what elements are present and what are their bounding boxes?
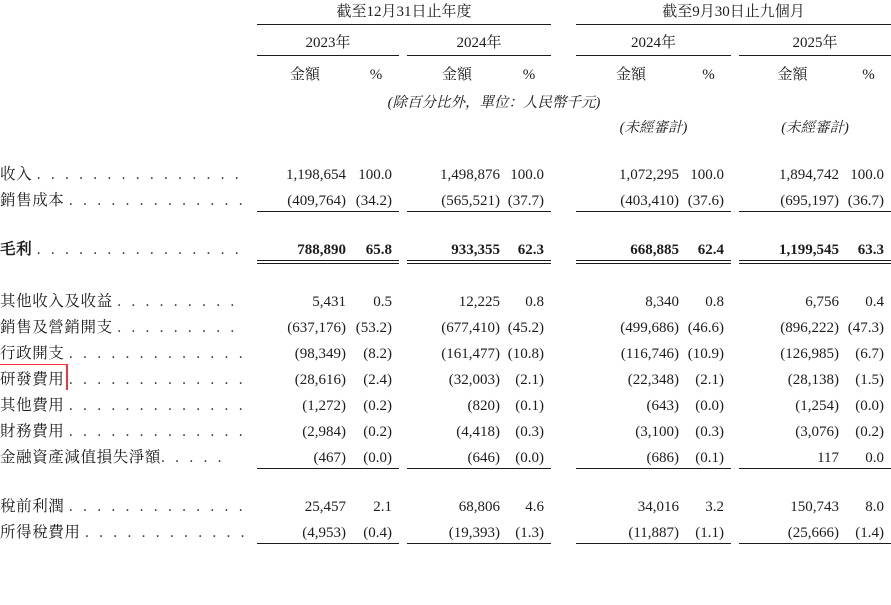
group-title-fy: 截至12月31日止年度 bbox=[336, 4, 472, 20]
cell-gp-2023-amount: 788,890 bbox=[297, 241, 346, 258]
label-text: 稅前利潤 bbox=[0, 498, 65, 515]
cell-gap bbox=[399, 312, 407, 338]
cell-gap bbox=[399, 234, 407, 260]
year-corner-blank bbox=[0, 25, 257, 56]
dot-leader: . . . . . . . . . . . . . bbox=[68, 498, 246, 515]
cell-revenue-2024fy-percent: 100.0 bbox=[510, 167, 545, 183]
table-row bbox=[0, 185, 891, 211]
label-text: 財務費用 bbox=[0, 423, 65, 440]
cell-gap bbox=[551, 185, 576, 211]
row-label-cost-of-sales bbox=[0, 185, 257, 211]
audit-note-gap bbox=[731, 112, 739, 137]
measure-amount-2024-9m: 金額 bbox=[616, 67, 647, 83]
cell-adm-2024-9m-percent: (10.9) bbox=[687, 346, 725, 362]
cell-gap bbox=[731, 159, 739, 185]
cell-oe-2023-percent: (0.2) bbox=[363, 398, 392, 414]
cell-cos-2024fy-percent: (37.7) bbox=[507, 193, 545, 209]
dot-leader: . . . . . . . . . . . . . . . bbox=[36, 166, 242, 183]
cell-gap bbox=[551, 390, 576, 416]
cell-rnd-2024-9m-amount: (22,348) bbox=[627, 372, 680, 388]
cell-gp-2025-9m-percent: 63.3 bbox=[857, 241, 885, 258]
label-text: 其他收入及收益 bbox=[0, 293, 113, 310]
rule-seg bbox=[353, 543, 399, 544]
cell-oe-2024-9m-amount: (643) bbox=[646, 398, 680, 414]
table-row bbox=[0, 234, 891, 260]
bottom-rule bbox=[0, 543, 891, 544]
cell-oi-2024fy-amount: 12,225 bbox=[458, 294, 500, 310]
cell-pbt-2024fy-percent: 4.6 bbox=[525, 499, 545, 515]
label-text: 其他費用 bbox=[0, 397, 65, 414]
cell-oe-2024fy-amount: (820) bbox=[467, 398, 500, 414]
cell-gap bbox=[731, 185, 739, 211]
dot-leader: . . . . . bbox=[161, 449, 225, 466]
label-text: 研發費用 bbox=[0, 371, 65, 388]
cell-gap bbox=[551, 364, 576, 390]
cell-sm-2024-9m-percent: (46.6) bbox=[687, 320, 725, 336]
cell-imp-2023-amount: (467) bbox=[313, 450, 346, 466]
cell-oi-2025-9m-amount: 6,756 bbox=[805, 294, 840, 310]
rule-seg bbox=[846, 543, 891, 544]
cell-fc-2025-9m-amount: (3,076) bbox=[795, 424, 840, 440]
spacer-before-pretax bbox=[0, 469, 891, 492]
label-text: 行政開支 bbox=[0, 345, 65, 362]
header-unit-note-row bbox=[0, 86, 891, 112]
dot-leader: . . . . . . . . . . . . . . . bbox=[36, 241, 242, 258]
spacer-cell bbox=[0, 212, 891, 235]
measure-amount-2024-fy: 金額 bbox=[441, 67, 472, 83]
cell-rnd-2023-percent: (2.4) bbox=[363, 372, 392, 388]
row-label-admin bbox=[0, 338, 257, 364]
cell-rnd-2024fy-percent: (2.1) bbox=[515, 372, 545, 388]
header-measure-row bbox=[0, 56, 891, 87]
cell-sm-2025-9m-amount: (896,222) bbox=[780, 320, 840, 336]
measure-percent-2023: % bbox=[369, 67, 383, 83]
row-label-gross-profit bbox=[0, 234, 257, 260]
cell-imp-2024fy-amount: (646) bbox=[467, 450, 500, 466]
cell-tax-2024-9m-amount: (11,887) bbox=[628, 525, 680, 541]
cell-rnd-2025-9m-amount: (28,138) bbox=[787, 372, 840, 388]
label-text: 銷售及營銷開支 bbox=[0, 319, 113, 336]
measure-percent-2024-fy: % bbox=[522, 67, 536, 83]
cell-oi-2024-9m-percent: 0.8 bbox=[705, 294, 725, 310]
cell-adm-2024fy-amount: (161,477) bbox=[441, 346, 500, 362]
cell-gap bbox=[399, 491, 407, 517]
year-title-2025-9m: 2025年 bbox=[792, 35, 838, 51]
cell-adm-2025-9m-amount: (126,985) bbox=[780, 346, 840, 362]
cell-gap bbox=[399, 390, 407, 416]
dot-leader: . . . . . . . . . . . . bbox=[85, 524, 248, 541]
header-body-spacer bbox=[0, 137, 891, 159]
rule-seg bbox=[407, 543, 507, 544]
cell-sm-2024fy-percent: (45.2) bbox=[507, 320, 545, 336]
cell-cos-2024-9m-percent: (37.6) bbox=[687, 193, 725, 209]
row-label-revenue bbox=[0, 159, 257, 185]
cell-gap bbox=[551, 286, 576, 312]
cell-gap bbox=[731, 491, 739, 517]
label-text: 毛利 bbox=[0, 241, 33, 258]
cell-gap bbox=[551, 159, 576, 185]
dot-leader: . . . . . . . . . . . . . bbox=[68, 345, 246, 362]
cell-imp-2024fy-percent: (0.0) bbox=[515, 450, 545, 466]
dot-leader: . . . . . . . . . bbox=[117, 319, 238, 336]
cell-rnd-2024fy-amount: (32,003) bbox=[448, 372, 500, 388]
cell-pbt-2024fy-amount: 68,806 bbox=[458, 499, 500, 515]
cell-revenue-2024-9m-percent: 100.0 bbox=[690, 167, 725, 183]
cell-gap bbox=[551, 442, 576, 468]
cell-gap bbox=[731, 338, 739, 364]
cell-imp-2023-percent: (0.0) bbox=[363, 450, 392, 466]
table-row bbox=[0, 286, 891, 312]
measure-amount-2023: 金額 bbox=[289, 67, 320, 83]
rule-seg bbox=[686, 543, 731, 544]
table-row bbox=[0, 517, 891, 543]
cell-tax-2024fy-amount: (19,393) bbox=[448, 525, 500, 541]
unit-note-blank bbox=[0, 86, 257, 112]
measure-corner-blank bbox=[0, 56, 257, 87]
row-label-impairment bbox=[0, 442, 257, 468]
row-label-selling-marketing bbox=[0, 312, 257, 338]
row-label-other-expenses bbox=[0, 390, 257, 416]
year-gap-b bbox=[551, 25, 576, 56]
audit-note-2024-9m: (未經審計) bbox=[619, 120, 688, 136]
cell-pbt-2023-amount: 25,457 bbox=[304, 499, 346, 515]
year-gap-a bbox=[399, 25, 407, 56]
cell-sm-2024fy-amount: (677,410) bbox=[441, 320, 500, 336]
measure-percent-2025-9m: % bbox=[862, 67, 875, 83]
row-label-other-income bbox=[0, 286, 257, 312]
cell-sm-2025-9m-percent: (47.3) bbox=[847, 320, 885, 336]
row-label-income-tax bbox=[0, 517, 257, 543]
cell-fc-2024fy-amount: (4,418) bbox=[456, 424, 500, 440]
spacer-cell bbox=[0, 137, 891, 159]
cell-gap bbox=[399, 442, 407, 468]
cell-gap bbox=[731, 234, 739, 260]
cell-gap bbox=[731, 364, 739, 390]
cell-cos-2023-percent: (34.2) bbox=[355, 193, 392, 209]
cell-gap bbox=[399, 517, 407, 543]
cell-sm-2023-amount: (637,176) bbox=[287, 320, 346, 336]
cell-fc-2023-amount: (2,984) bbox=[302, 424, 346, 440]
cell-adm-2024-9m-amount: (116,746) bbox=[620, 346, 680, 362]
table-row bbox=[0, 159, 891, 185]
cell-imp-2024-9m-amount: (686) bbox=[646, 450, 680, 466]
unit-note-tail-blank bbox=[731, 86, 891, 112]
label-text: 所得稅費用 bbox=[0, 524, 81, 541]
cell-pbt-2025-9m-amount: 150,743 bbox=[790, 499, 840, 515]
cell-adm-2024fy-percent: (10.8) bbox=[507, 346, 545, 362]
cell-oe-2023-amount: (1,272) bbox=[302, 398, 346, 414]
cell-cos-2025-9m-amount: (695,197) bbox=[780, 193, 840, 209]
spacer-after-gross-profit bbox=[0, 264, 891, 287]
cell-oi-2024fy-percent: 0.8 bbox=[525, 294, 545, 310]
cell-revenue-2025-9m-amount: 1,894,742 bbox=[779, 167, 840, 183]
cell-tax-2024-9m-percent: (1.1) bbox=[695, 525, 725, 541]
cell-sm-2024-9m-amount: (499,686) bbox=[620, 320, 680, 336]
cell-revenue-2023-percent: 100.0 bbox=[358, 167, 392, 183]
cell-rnd-2025-9m-percent: (1.5) bbox=[855, 372, 885, 388]
audit-note-blank bbox=[0, 112, 576, 137]
cell-gap bbox=[731, 390, 739, 416]
cell-fc-2024-9m-percent: (0.3) bbox=[695, 424, 725, 440]
cell-gp-2024fy-percent: 62.3 bbox=[517, 241, 545, 258]
table-row bbox=[0, 491, 891, 517]
cell-cos-2024-9m-amount: (403,410) bbox=[620, 193, 680, 209]
cell-revenue-2023-amount: 1,198,654 bbox=[286, 167, 346, 183]
spacer-cell bbox=[0, 264, 891, 287]
cell-gap bbox=[399, 159, 407, 185]
cell-gap bbox=[399, 185, 407, 211]
cell-gap bbox=[551, 338, 576, 364]
year-title-2024-fy: 2024年 bbox=[456, 35, 502, 51]
cell-revenue-2025-9m-percent: 100.0 bbox=[850, 167, 885, 183]
rnd-highlight-wrap bbox=[0, 367, 64, 389]
rule-seg bbox=[257, 543, 353, 544]
rule-seg bbox=[507, 543, 551, 544]
measure-percent-2024-9m: % bbox=[702, 67, 715, 83]
spacer-cell bbox=[0, 469, 891, 492]
cell-gap bbox=[731, 416, 739, 442]
header-corner-blank bbox=[0, 0, 257, 24]
measure-amount-2025-9m: 金額 bbox=[777, 67, 808, 83]
measure-gap-a bbox=[399, 56, 407, 87]
rule-label-blank bbox=[0, 543, 257, 544]
rule-seg bbox=[739, 543, 846, 544]
table-row bbox=[0, 442, 891, 468]
cell-gap bbox=[551, 312, 576, 338]
year-title-2024-9m: 2024年 bbox=[631, 35, 677, 51]
cell-pbt-2023-percent: 2.1 bbox=[373, 499, 392, 515]
year-gap-c bbox=[731, 25, 739, 56]
cell-gap bbox=[399, 416, 407, 442]
cell-sm-2023-percent: (53.2) bbox=[355, 320, 392, 336]
table-row-highlighted bbox=[0, 364, 891, 390]
cell-gap bbox=[731, 312, 739, 338]
cell-oe-2025-9m-percent: (0.0) bbox=[855, 398, 885, 414]
cell-pbt-2025-9m-percent: 8.0 bbox=[865, 499, 885, 515]
cell-rnd-2023-amount: (28,616) bbox=[294, 372, 346, 388]
table-row bbox=[0, 416, 891, 442]
cell-gp-2024fy-amount: 933,355 bbox=[451, 241, 500, 258]
cell-cos-2024fy-amount: (565,521) bbox=[441, 193, 500, 209]
dot-leader: . . . . . . . . . bbox=[117, 293, 238, 310]
dot-leader: . . . . . . . . . . . . . bbox=[68, 397, 246, 414]
cell-imp-2025-9m-percent: 0.0 bbox=[865, 450, 885, 466]
cell-rnd-2024-9m-percent: (2.1) bbox=[695, 372, 725, 388]
spacer-before-gross-profit bbox=[0, 212, 891, 235]
cell-oe-2024-9m-percent: (0.0) bbox=[695, 398, 725, 414]
cell-oe-2024fy-percent: (0.1) bbox=[515, 398, 545, 414]
cell-tax-2024fy-percent: (1.3) bbox=[515, 525, 545, 541]
header-group-title-row bbox=[0, 0, 891, 24]
cell-gap bbox=[399, 364, 407, 390]
rule-seg bbox=[576, 543, 686, 544]
table-row bbox=[0, 390, 891, 416]
cell-gp-2024-9m-percent: 62.4 bbox=[697, 241, 725, 258]
cell-pbt-2024-9m-percent: 3.2 bbox=[705, 499, 725, 515]
cell-cos-2025-9m-percent: (36.7) bbox=[847, 193, 885, 209]
cell-pbt-2024-9m-amount: 34,016 bbox=[637, 499, 680, 515]
label-text: 金融資產減值損失淨額 bbox=[0, 449, 162, 466]
rule-gap bbox=[731, 543, 739, 544]
row-label-rnd bbox=[0, 364, 257, 390]
cell-fc-2025-9m-percent: (0.2) bbox=[855, 424, 885, 440]
table-row bbox=[0, 312, 891, 338]
cell-tax-2025-9m-percent: (1.4) bbox=[855, 525, 885, 541]
cell-tax-2023-amount: (4,953) bbox=[302, 525, 346, 541]
cell-oi-2023-percent: 0.5 bbox=[373, 294, 392, 310]
cell-fc-2024-9m-amount: (3,100) bbox=[635, 424, 680, 440]
cell-oi-2025-9m-percent: 0.4 bbox=[865, 294, 885, 310]
cell-oe-2025-9m-amount: (1,254) bbox=[795, 398, 840, 414]
cell-gap bbox=[731, 442, 739, 468]
cell-gap bbox=[399, 286, 407, 312]
cell-tax-2025-9m-amount: (25,666) bbox=[787, 525, 840, 541]
audit-note-2025-9m: (未經審計) bbox=[781, 120, 849, 136]
cell-gp-2025-9m-amount: 1,199,545 bbox=[779, 241, 840, 258]
table-row bbox=[0, 338, 891, 364]
cell-oi-2024-9m-amount: 8,340 bbox=[645, 294, 680, 310]
cell-adm-2025-9m-percent: (6.7) bbox=[855, 346, 885, 362]
measure-gap-b bbox=[551, 56, 576, 87]
cell-gap bbox=[551, 234, 576, 260]
cell-gap bbox=[551, 517, 576, 543]
dot-leader: . . . . . . . . . . . . . bbox=[68, 192, 246, 209]
cell-adm-2023-percent: (8.2) bbox=[363, 346, 392, 362]
cell-gap bbox=[399, 338, 407, 364]
rule-gap bbox=[399, 543, 407, 544]
cell-imp-2025-9m-amount: 117 bbox=[817, 450, 840, 466]
cell-gap bbox=[731, 286, 739, 312]
cell-gap bbox=[731, 517, 739, 543]
cell-gap bbox=[551, 491, 576, 517]
header-audit-note-row bbox=[0, 112, 891, 137]
row-label-pretax-profit bbox=[0, 491, 257, 517]
cell-tax-2023-percent: (0.4) bbox=[363, 525, 392, 541]
header-group-gap bbox=[551, 0, 576, 24]
cell-oi-2023-amount: 5,431 bbox=[312, 294, 346, 310]
group-title-9m: 截至9月30日止九個月 bbox=[662, 4, 805, 20]
row-label-finance-costs bbox=[0, 416, 257, 442]
dot-leader: . . . . . . . . . . . . . bbox=[68, 371, 246, 388]
cell-revenue-2024fy-amount: 1,498,876 bbox=[440, 167, 500, 183]
cell-gap bbox=[551, 416, 576, 442]
cell-revenue-2024-9m-amount: 1,072,295 bbox=[619, 167, 680, 183]
cell-fc-2024fy-percent: (0.3) bbox=[515, 424, 545, 440]
rule-gap bbox=[551, 543, 576, 544]
cell-fc-2023-percent: (0.2) bbox=[363, 424, 392, 440]
measure-gap-c bbox=[731, 56, 739, 87]
year-title-2023: 2023年 bbox=[305, 35, 351, 51]
header-year-title-row bbox=[0, 25, 891, 56]
dot-leader: . . . . . . . . . . . . . bbox=[68, 423, 246, 440]
cell-imp-2024-9m-percent: (0.1) bbox=[695, 450, 725, 466]
cell-adm-2023-amount: (98,349) bbox=[294, 346, 346, 362]
cell-gp-2024-9m-amount: 668,885 bbox=[630, 241, 680, 258]
cell-gp-2023-percent: 65.8 bbox=[365, 241, 392, 258]
label-text: 銷售成本 bbox=[0, 192, 65, 209]
cell-cos-2023-amount: (409,764) bbox=[287, 193, 346, 209]
label-text: 收入 bbox=[0, 166, 33, 183]
unit-note: (除百分比外，單位：人民幣千元) bbox=[387, 95, 601, 111]
